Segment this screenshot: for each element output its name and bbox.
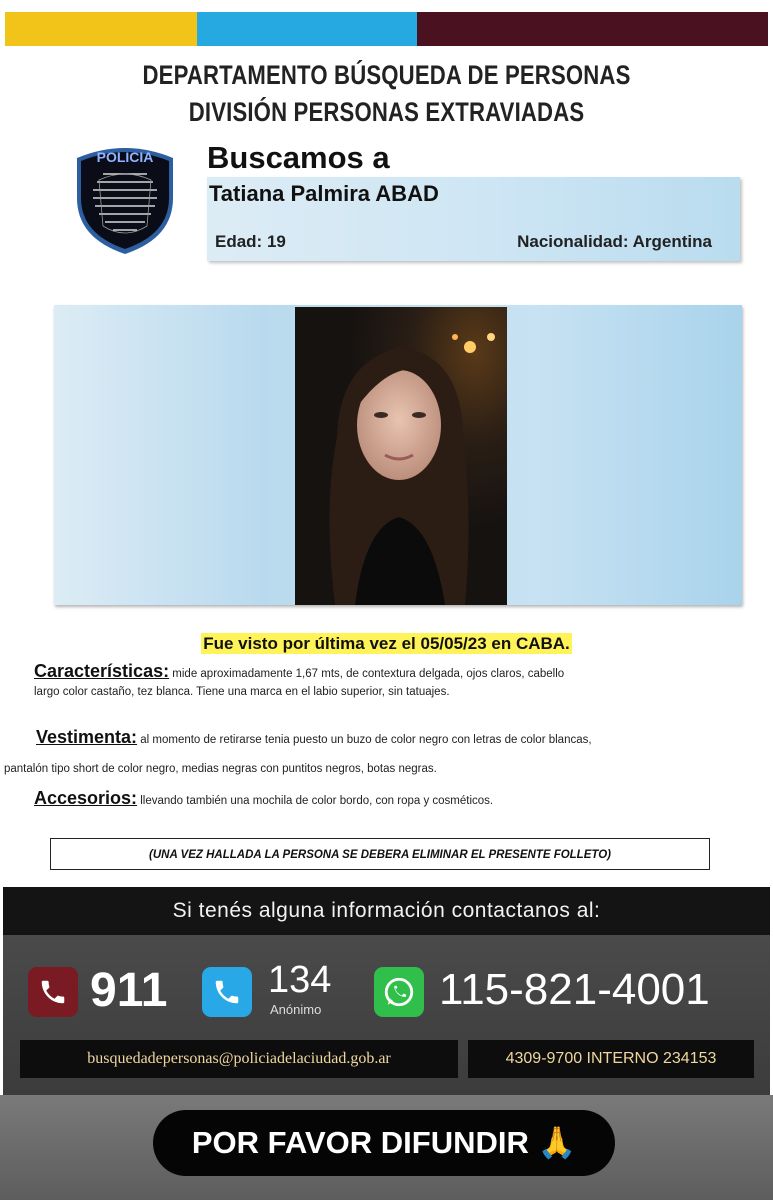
contact-email[interactable]: busquedadepersonas@policiadelaciudad.gob.ar (87, 1050, 391, 1067)
whatsapp-number[interactable]: 115-821-4001 (439, 965, 710, 1014)
clothing-text-1: al momento de retirarse tenia puesto un buzo de color negro con letras de color blancas, (137, 734, 592, 746)
whatsapp-icon (374, 967, 424, 1017)
contact-phone-line[interactable]: 4309-9700 INTERNO 234153 (505, 1050, 717, 1067)
search-heading: Buscamos a (207, 140, 390, 175)
police-badge-icon (69, 138, 181, 256)
yellow-stripe (5, 12, 197, 46)
person-photo (295, 307, 507, 605)
share-banner (153, 1110, 615, 1176)
accessories-label: Accesorios: (34, 788, 138, 808)
phone-134[interactable]: 134 (268, 959, 332, 1001)
contact-heading: Si tenés alguna información contactanos al: (3, 887, 770, 935)
last-seen-line (0, 634, 773, 654)
person-name: Tatiana Palmira ABAD (209, 181, 439, 206)
clothing-line-2: pantalón tipo short de color negro, medias negras con puntitos negros, botas negras. (4, 763, 437, 775)
clothing-label: Vestimenta: (36, 727, 138, 747)
person-nationality: Nacionalidad: Argentina (517, 232, 712, 251)
person-age: Edad: 19 (215, 232, 286, 251)
division-title: DIVISIÓN PERSONAS EXTRAVIADAS (188, 97, 585, 127)
badge-label: POLICIA (96, 149, 154, 165)
phone-911[interactable]: 911 (90, 964, 168, 1017)
praying-hands-icon: 🙏 (537, 1125, 577, 1160)
characteristics-text-1: mide aproximadamente 1,67 mts, de contextura delgada, ojos claros, cabello (169, 668, 565, 680)
phone-line-box (468, 1040, 754, 1078)
blue-stripe (197, 12, 417, 46)
characteristics-label: Características: (34, 661, 170, 681)
person-info-box (207, 177, 740, 261)
characteristics-line-2: largo color castaño, tez blanca. Tiene una marca en el labio superior, sin tatuajes. (34, 686, 450, 698)
phone-icon (202, 967, 252, 1017)
maroon-stripe (417, 12, 768, 46)
removal-notice: (UNA VEZ HALLADA LA PERSONA SE DEBERA ELIMINAR EL PRESENTE FOLLETO) (50, 838, 710, 870)
accessories-section (34, 787, 734, 812)
department-title: DEPARTAMENTO BÚSQUEDA DE PERSONAS (142, 60, 631, 90)
accessories-text: llevando también una mochila de color bordo, con ropa y cosméticos. (137, 795, 494, 807)
phone-134-caption: Anónimo (270, 1002, 322, 1017)
last-seen-text: Fue visto por última vez el 05/05/23 en CABA. (203, 634, 570, 653)
clothing-section (36, 726, 768, 751)
email-box (20, 1040, 458, 1078)
share-text: POR FAVOR DIFUNDIR (191, 1125, 529, 1160)
phone-icon (28, 967, 78, 1017)
